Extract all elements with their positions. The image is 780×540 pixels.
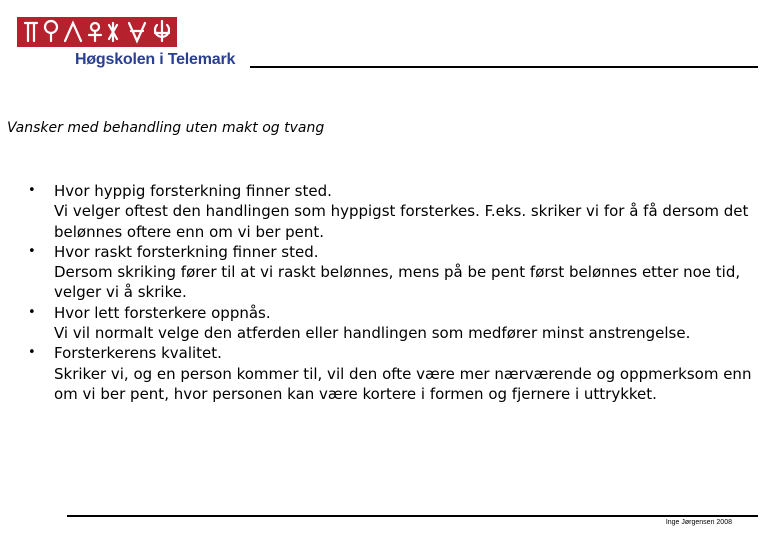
bullet-item	[28, 343, 758, 404]
institution-name: Høgskolen i Telemark	[75, 51, 236, 68]
bullet-heading: Hvor lett forsterkere oppnås.	[54, 303, 271, 322]
footer-credit: Inge Jørgensen 2008	[665, 519, 732, 526]
bullet-dot-icon: •	[28, 304, 36, 320]
logo-glyphs-icon	[17, 17, 177, 47]
bullet-dot-icon: •	[28, 243, 36, 259]
bullet-body: Vi vil normalt velge den atferden eller handlingen som medfører minst anstrengelse.	[54, 324, 691, 343]
header-divider	[250, 66, 758, 68]
bullet-heading: Forsterkerens kvalitet.	[54, 344, 222, 363]
bullet-body: Vi velger oftest den handlingen som hyppigst forsterkes. F.eks. skriker vi for å få dersom det belønnes oftere enn om vi ber pent.	[54, 202, 749, 241]
bullet-dot-icon: •	[28, 345, 36, 361]
bullet-heading: Hvor raskt forsterkning finner sted.	[54, 242, 319, 261]
bullet-list	[28, 181, 758, 404]
bullet-item	[28, 181, 758, 242]
bullet-dot-icon: •	[28, 183, 36, 198]
bullet-item	[28, 242, 758, 303]
slide-title: Vansker med behandling uten makt og tvang	[7, 120, 325, 136]
bullet-heading: Hvor hyppig forsterkning finner sted.	[54, 182, 332, 200]
bullet-item	[28, 303, 758, 344]
bullet-body: Dersom skriking fører til at vi raskt belønnes, mens på be pent først belønnes etter noe tid, velger vi å skrike.	[54, 263, 741, 302]
footer-divider	[67, 515, 758, 517]
institution-logo	[17, 17, 177, 47]
bullet-body: Skriker vi, og en person kommer til, vil den ofte være mer nærværende og oppmerksom enn om vi ber pent, hvor personen kan være kortere i formen og fjernere i uttrykket.	[54, 364, 752, 403]
